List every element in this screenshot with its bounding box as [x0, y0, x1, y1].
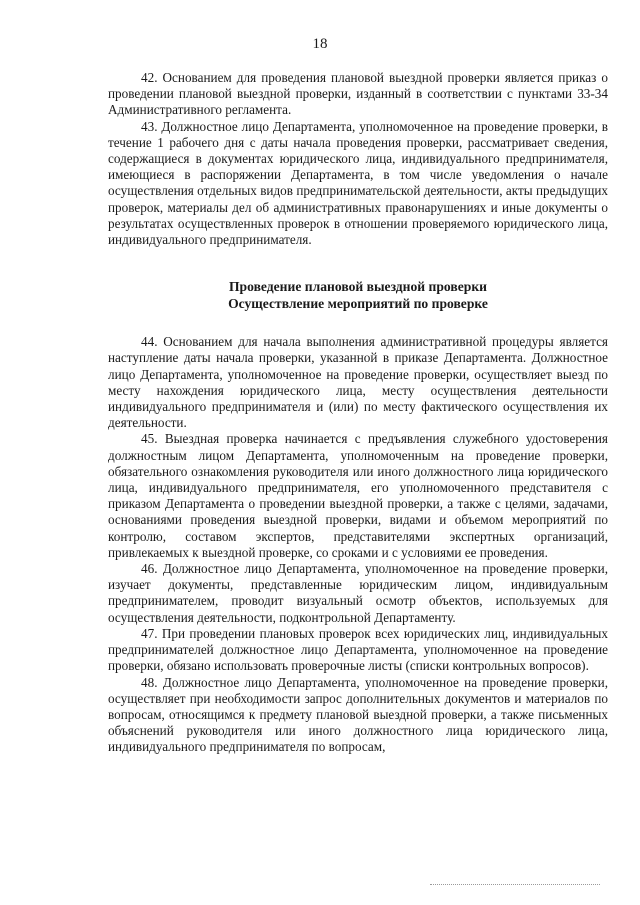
paragraph-45: 45. Выездная проверка начинается с предъявления служебного удостоверения должностным лицом Департамента, уполномоченным на проведение проверки, обязательного ознакомления руководителя или иного должностного лица юридического лица, индивидуального предпринимателя, его уполномоченного представителя с приказом Департамента о проведении выездной проверки, а также с целями, задачами, основаниями проведения выездной проверки, видами и объемом мероприятий по контролю, составом экспертов, представителями экспертных организаций, привлекаемых к выездной проверке, со сроками и с условиями ее проведения.: [108, 431, 608, 560]
document-body: [108, 70, 608, 756]
paragraph-42: 42. Основанием для проведения плановой выездной проверки является приказ о проведении плановой выездной проверки, изданный в соответствии с пунктами 33-34 Административного регламента.: [108, 70, 608, 118]
paragraph-43: 43. Должностное лицо Департамента, уполномоченное на проведение проверки, в течение 1 рабочего дня с даты начала проведения проверки, рассматривает сведения, содержащиеся в документах юридического лица, индивидуального предпринимателя, имеющиеся в распоряжении Департамента, в том числе уведомления о начале осуществления отдельных видов предпринимательской деятельности, акты предыдущих проверок, материалы дел об административных правонарушениях и иные документы о результатах осуществленных проверок в отношении проверяемого юридического лица, индивидуального предпринимателя.: [108, 118, 608, 248]
paragraph-46: 46. Должностное лицо Департамента, уполномоченное на проведение проверки, изучает документы, представленные юридическим лицом, индивидуальным предпринимателем, проводит визуальный осмотр объектов, используемых для осуществления деятельности, подконтрольной Департаменту.: [108, 561, 608, 625]
section-heading-line-2: Осуществление мероприятий по проверке: [228, 296, 488, 312]
page-number: 18: [312, 36, 328, 52]
paragraph-48: 48. Должностное лицо Департамента, уполномоченное на проведение проверки, осуществляет при необходимости запрос дополнительных документов и материалов по вопросам, относящимся к предмету плановой выездной проверки, а также письменных объяснений руководителя или иного должностного лица юридического лица, индивидуального предпринимателя по вопросам,: [108, 674, 608, 755]
footer-scan-mark: [430, 884, 600, 886]
section-heading: [108, 278, 608, 312]
paragraph-47: 47. При проведении плановых проверок всех юридических лиц, индивидуальных предпринимателей должностное лицо Департамента, уполномоченное на проведение проверки, обязано использовать проверочные листы (списки контрольных вопросов).: [108, 625, 608, 674]
section-heading-line-1: Проведение плановой выездной проверки: [228, 279, 487, 295]
paragraph-44: 44. Основанием для начала выполнения административной процедуры является наступление даты начала проверки, указанной в приказе Департамента. Должностное лицо Департамента, уполномоченное на проведение проверки, осуществляет выезд по месту нахождения юридического лица, месту осуществления деятельности индивидуального предпринимателя и (или) по месту фактического осуществления их деятельности.: [108, 334, 608, 431]
